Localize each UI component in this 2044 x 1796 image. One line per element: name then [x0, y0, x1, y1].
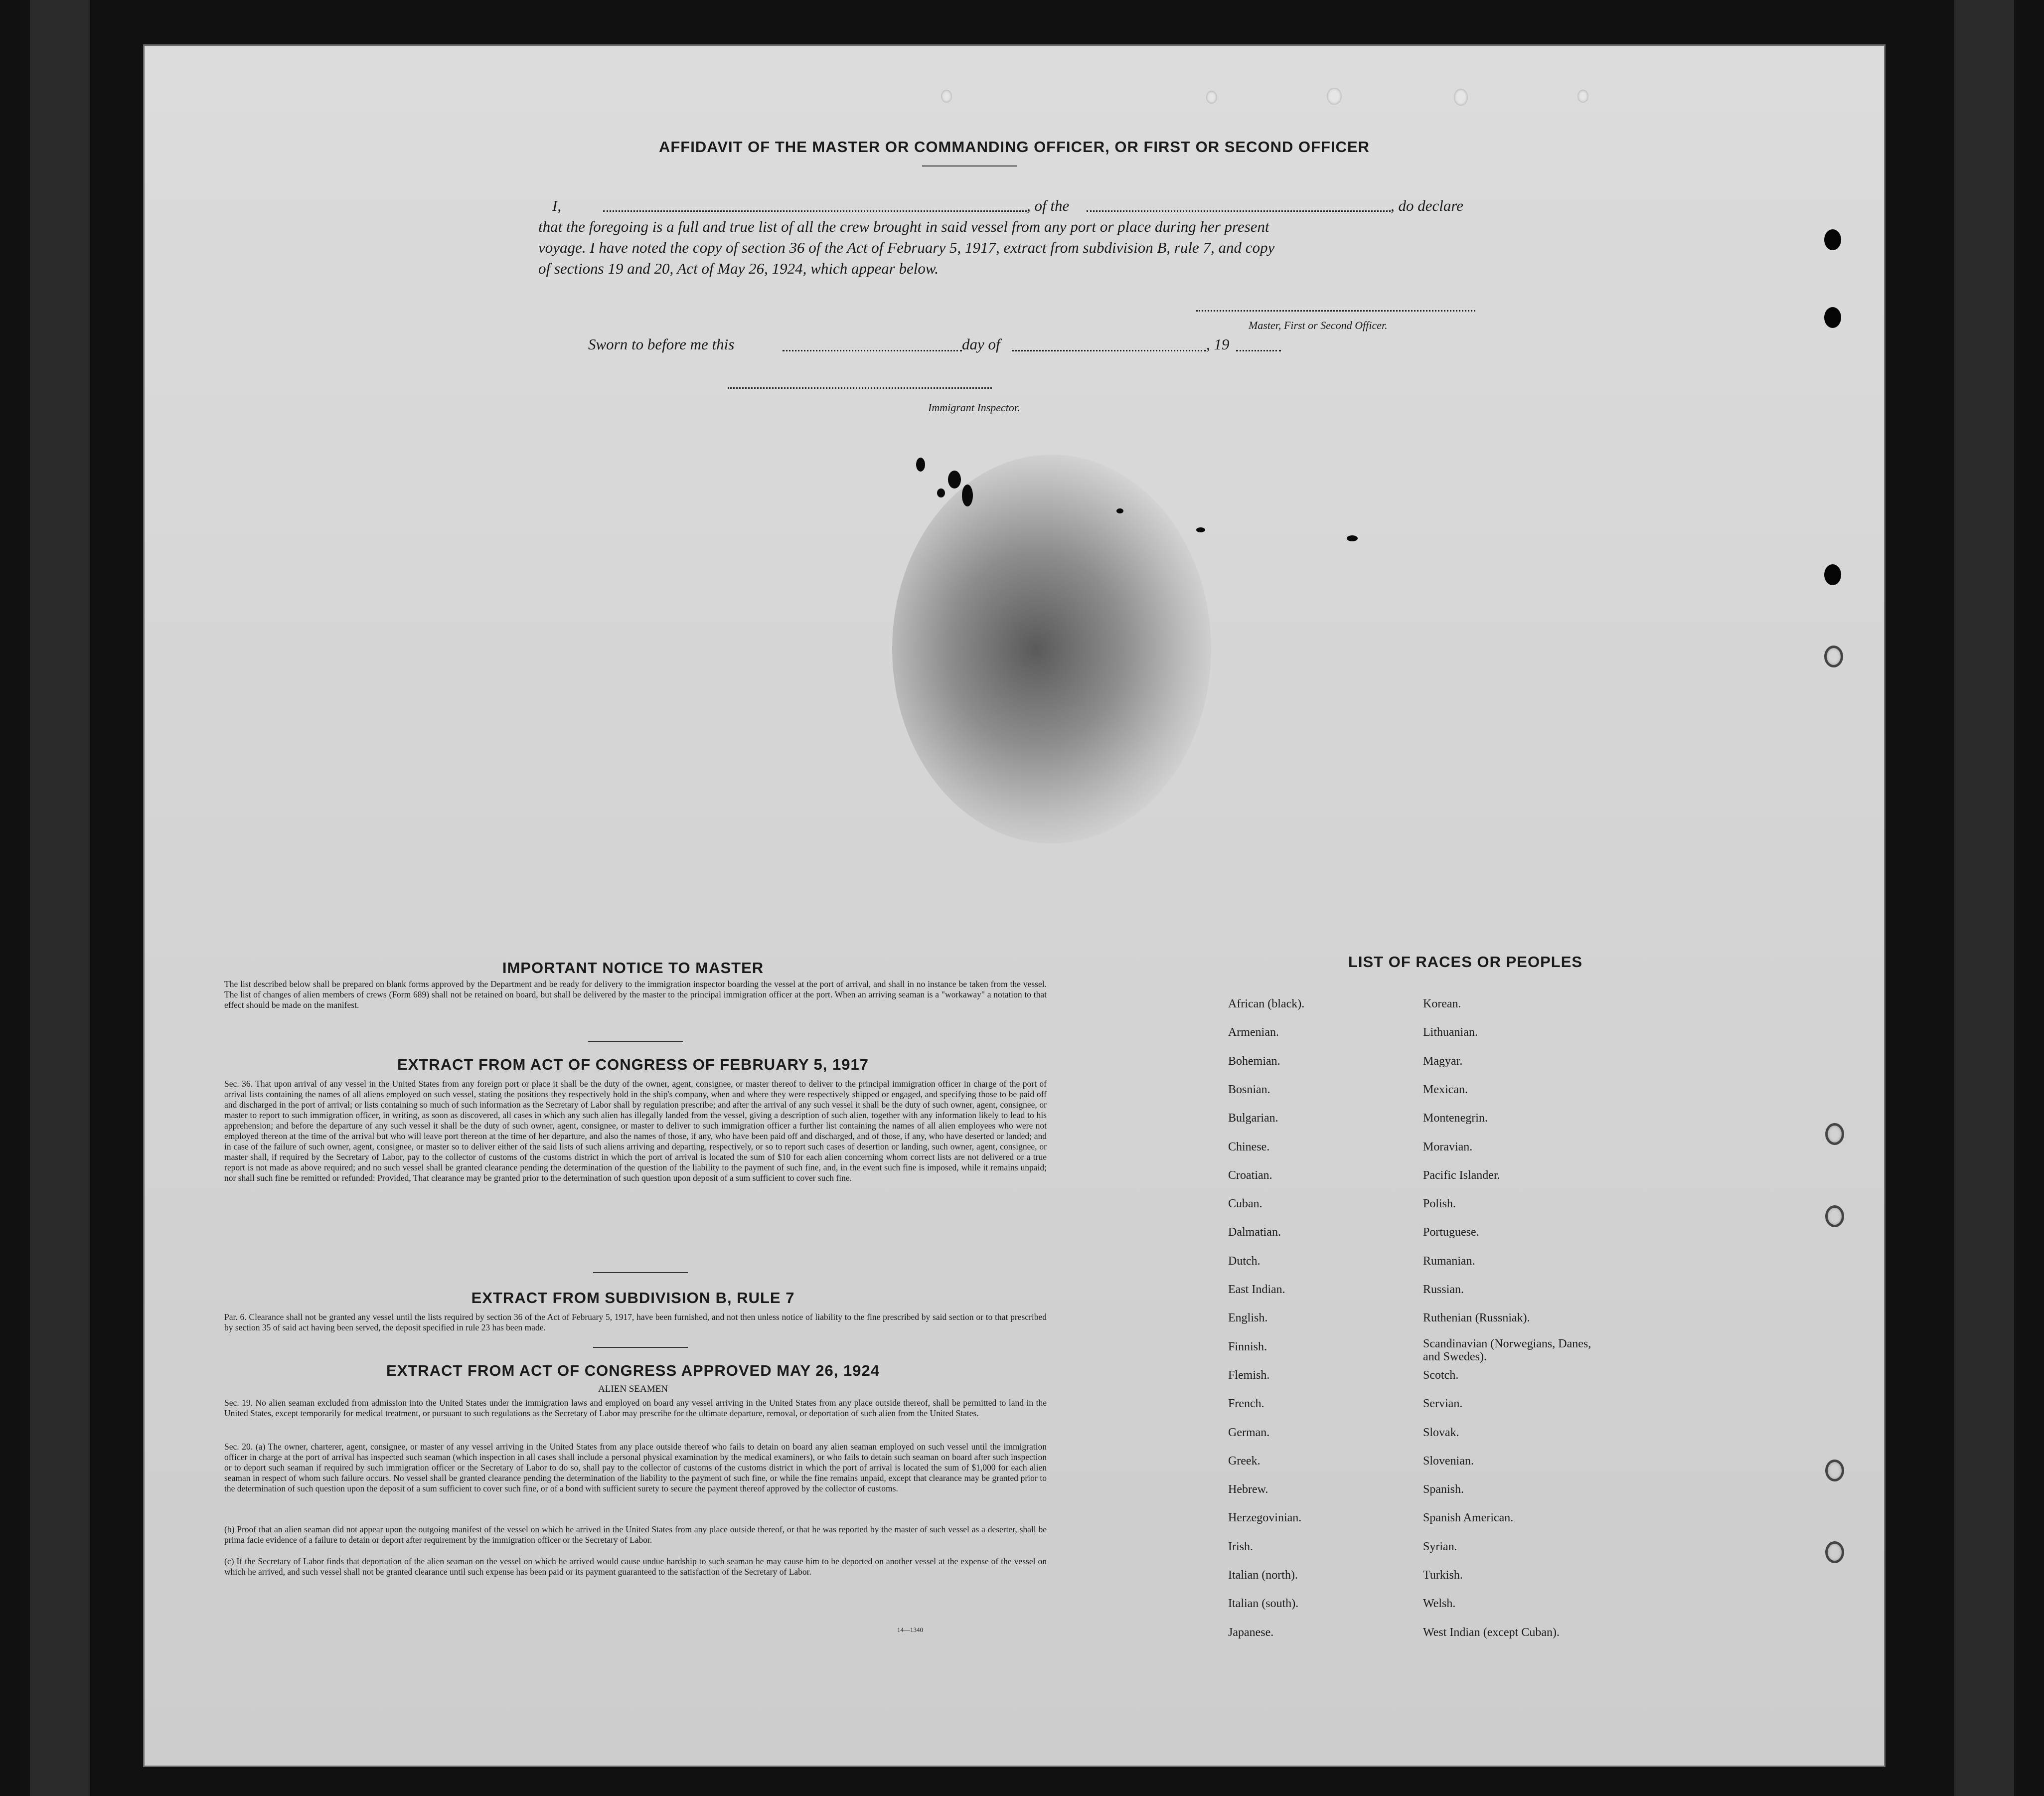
race-item: Magyar.	[1423, 1054, 1463, 1068]
ink-speck	[916, 458, 925, 472]
race-item: Dalmatian.	[1228, 1226, 1281, 1239]
extract-rule7-body: Par. 6. Clearance shall not be granted any vessel until the lists required by section 36 of the Act of February 5, 1917, have been furnished, and not then unless notice of liability to the fine prescribed by said section or to that prescribed by section 35 of said act having been served, the deposit specified in rule 23 has been made.	[224, 1312, 1047, 1332]
ink-speck	[937, 489, 945, 497]
extract-1917-body: Sec. 36. That upon arrival of any vessel in the United States from any foreign port or place it shall be the duty of the owner, agent, consignee, or master thereof to deliver to the principal immigration officer in charge of the port of arrival lists containing the names of all aliens employed on such vessel, stating the positions they respectively hold in the ship's company, when and where they were respectively shipped or engaged, and specifying those to be paid off and discharged in the port of arrival; or lists containing so much of such information as the Secretary of Labor shall by regulation prescribe; and after the arrival of any such vessel it shall be the duty of such owner, agent, consignee, or master to report to such immigration officer, in writing, as soon as discovered, all cases in which any such alien has illegally landed from the vessel, giving a description of such alien, together with any information likely to lead to his apprehension; and before the departure of any such vessel it shall be the duty of such owner, agent, consignee, or master to deliver to such immigration officer a further list containing the names of all alien employees who were not employed thereon at the time of the arrival but who will leave port thereon at the time of her departure, and also the names of those, if any, who have been paid off and discharged, and of those, if any, who have deserted or landed; and in case of the failure of such owner, agent, consignee, or master so to deliver either of the said lists of such aliens arriving and departing, respectively, or so to report such cases of desertion or landing, such owner, agent, consignee, or master shall, if required by the Secretary of Labor, pay to the collector of customs of the customs district in which the port of arrival is located the sum of $10 for each alien concerning whom correct lists are not delivered or a true report is not made as above required; and no such vessel shall be granted clearance pending the determination of the question of the liability to the payment of such fine, and, in the event such fine is imposed, while it remains unpaid; nor shall such fine be remitted or refunded: Provided, That clearance may be granted prior to the determination of such question upon deposit of a sum sufficient to cover such fine.	[224, 1079, 1047, 1183]
race-item: Spanish American.	[1423, 1511, 1514, 1525]
race-item: Russian.	[1423, 1283, 1464, 1296]
race-item: French.	[1228, 1397, 1264, 1411]
race-item: Bulgarian.	[1228, 1112, 1278, 1125]
punch-hole	[1825, 1205, 1844, 1227]
master-signature-field[interactable]	[1196, 310, 1475, 312]
affidavit-line: voyage. I have noted the copy of section 36 of the Act of February 5, 1917, extract from subdivision B, rule 7, and copy	[538, 239, 1275, 256]
race-item: East Indian.	[1228, 1283, 1285, 1296]
sec20b-body: (b) Proof that an alien seaman did not appear upon the outgoing manifest of the vessel on which he arrived in the United States from any place outside thereof, or that he was reported by the master of such vessel as a deserter, shall be prima facie evidence of a failure to detain or deport after requirement by the immigration officer or the Secretary of Labor.	[224, 1524, 1047, 1545]
race-item: Bosnian.	[1228, 1083, 1270, 1096]
race-item: Pacific Islander.	[1423, 1168, 1500, 1182]
race-item: Turkish.	[1423, 1569, 1463, 1582]
race-item: West Indian (except Cuban).	[1423, 1626, 1560, 1639]
race-item: Dutch.	[1228, 1254, 1260, 1268]
punch-hole	[941, 90, 952, 103]
sec20a-body: Sec. 20. (a) The owner, charterer, agent, consignee, or master of any vessel arriving in the United States from any place outside thereof who fails to detain on board any alien seaman employed on such vessel until the immigration officer in charge at the port of arrival has inspected such seaman (which inspection in all cases shall include a personal physical examination by the medical examiners), or who fails to detain such seaman on board after such inspection or to deport such seaman if required by such immigration officer or the Secretary of Labor to do so, shall pay to the collector of customs of the customs district in which the port of arrival is located the sum of $1,000 for each alien seaman in respect of whom such failure occurs. No vessel shall be granted clearance pending the determination of the liability to the payment of such fine, or while the fine remains unpaid, except that clearance may be granted prior to the determination of such question upon the deposit of a sum sufficient to cover such fine, or of a bond with sufficient surety to secure the payment thereof approved by the collector of customs.	[224, 1442, 1047, 1493]
affidavit-line: of sections 19 and 20, Act of May 26, 1924, which appear below.	[538, 260, 939, 277]
race-item: Scandinavian (Norwegians, Danes, and Swedes).	[1423, 1337, 1591, 1363]
race-item: Moravian.	[1423, 1140, 1473, 1153]
punch-hole	[1824, 564, 1841, 585]
punch-hole	[1825, 1123, 1844, 1145]
extract-1917-title: EXTRACT FROM ACT OF CONGRESS OF FEBRUARY 5, 1917	[397, 1056, 869, 1073]
sworn-year-field[interactable]	[1236, 350, 1281, 351]
section-divider	[593, 1347, 688, 1348]
race-item: Cuban.	[1228, 1197, 1262, 1211]
race-item: Ruthenian (Russniak).	[1423, 1311, 1530, 1325]
race-item: Korean.	[1423, 997, 1461, 1010]
declarant-name-field[interactable]	[603, 210, 1027, 212]
race-item: Herzegovinian.	[1228, 1511, 1302, 1525]
alien-seamen-subtitle: ALIEN SEAMEN	[598, 1384, 668, 1394]
affidavit-line: that the foregoing is a full and true list of all the crew brought in said vessel from any port or place during her present	[538, 218, 1269, 235]
race-item: Hebrew.	[1228, 1483, 1268, 1496]
race-item: Flemish.	[1228, 1368, 1270, 1382]
punch-hole	[1577, 90, 1588, 103]
vessel-name-field[interactable]	[1087, 210, 1391, 212]
punch-hole	[1825, 1460, 1844, 1481]
extract-1924-title: EXTRACT FROM ACT OF CONGRESS APPROVED MAY 26, 1924	[386, 1362, 880, 1379]
race-item: Croatian.	[1228, 1168, 1272, 1182]
race-item: Mexican.	[1423, 1083, 1468, 1096]
punch-hole	[1206, 91, 1217, 104]
ink-speck	[1196, 527, 1205, 532]
do-declare-label: , do declare	[1391, 197, 1464, 214]
race-item: Bohemian.	[1228, 1054, 1280, 1068]
race-item: Welsh.	[1423, 1597, 1456, 1611]
race-item: Finnish.	[1228, 1340, 1267, 1353]
races-title: LIST OF RACES OR PEOPLES	[1348, 953, 1583, 971]
form-number: 14—1340	[897, 1626, 923, 1633]
ink-stain	[892, 455, 1211, 843]
sec20c-body: (c) If the Secretary of Labor finds that deportation of the alien seaman on the vessel on which he arrived would cause undue hardship to such seaman he may cause him to be deported on another vessel at the expense of the vessel on which he arrived, and such vessel shall not be granted clearance until such expense has been paid or its payment guaranteed to the satisfaction of the Secretary of Labor.	[224, 1556, 1047, 1577]
sec19-body: Sec. 19. No alien seaman excluded from admission into the United States under the immigration laws and employed on board any vessel arriving in the United States from any place outside thereof, shall be permitted to land in the United States, except temporarily for medical treatment, or pursuant to such regulations as the Secretary of Labor may prescribe for the ultimate departure, removal, or deportation of such alien from the United States.	[224, 1398, 1047, 1418]
race-item: Scotch.	[1423, 1368, 1459, 1382]
race-item: Slovak.	[1423, 1426, 1459, 1439]
document-page	[145, 46, 1884, 1766]
punch-hole	[1824, 646, 1843, 667]
race-item: Greek.	[1228, 1454, 1260, 1468]
master-signature-label: Master, First or Second Officer.	[1249, 319, 1388, 331]
ink-speck	[948, 471, 961, 489]
race-item: Servian.	[1423, 1397, 1463, 1411]
title-underline	[922, 165, 1017, 166]
of-the-label: , of the	[1027, 197, 1070, 214]
day-of-label: day of	[962, 335, 1000, 353]
affidavit-title: AFFIDAVIT OF THE MASTER OR COMMANDING OFFICER, OR FIRST OR SECOND OFFICER	[658, 138, 1370, 156]
race-item: African (black).	[1228, 997, 1305, 1010]
race-item: Lithuanian.	[1423, 1026, 1478, 1039]
declarant-label: I,	[552, 197, 562, 214]
extract-rule7-title: EXTRACT FROM SUBDIVISION B, RULE 7	[471, 1289, 795, 1306]
punch-hole	[1327, 88, 1342, 105]
section-divider	[588, 1041, 683, 1042]
punch-hole	[1825, 1541, 1844, 1563]
race-item: Irish.	[1228, 1540, 1253, 1553]
race-item: Montenegrin.	[1423, 1112, 1488, 1125]
sworn-label: Sworn to before me this	[588, 335, 735, 353]
race-item: Spanish.	[1423, 1483, 1464, 1496]
sworn-month-field[interactable]	[1012, 350, 1206, 351]
punch-hole	[1454, 89, 1468, 106]
ink-speck	[1116, 508, 1123, 513]
race-item: Slovenian.	[1423, 1454, 1474, 1468]
punch-hole	[1824, 229, 1841, 250]
ink-speck	[1347, 535, 1358, 541]
race-item: Chinese.	[1228, 1140, 1270, 1153]
notice-body: The list described below shall be prepared on blank forms approved by the Department and be ready for delivery to the immigration inspector boarding the vessel at the port of arrival, and shall in no instance be taken from the vessel. The list of changes of alien members of crews (Form 689) shall not be retained on board, but shall be delivered by the master to the principal immigration officer at the port. When an arriving seaman is a "workaway" a notation to that effect should be made on the manifest.	[224, 979, 1047, 1010]
race-item: Armenian.	[1228, 1026, 1279, 1039]
scan-edge-left	[30, 0, 90, 1796]
inspector-signature-field[interactable]	[728, 387, 992, 389]
race-item: Polish.	[1423, 1197, 1456, 1211]
ink-speck	[962, 485, 973, 506]
race-item: Italian (north).	[1228, 1569, 1298, 1582]
punch-hole	[1824, 307, 1841, 328]
section-divider	[593, 1272, 688, 1273]
race-item: Rumanian.	[1423, 1254, 1475, 1268]
race-item: German.	[1228, 1426, 1270, 1439]
race-item: English.	[1228, 1311, 1268, 1325]
inspector-signature-label: Immigrant Inspector.	[928, 401, 1020, 414]
race-item: Japanese.	[1228, 1626, 1274, 1639]
race-item: Portuguese.	[1423, 1226, 1479, 1239]
sworn-date-field[interactable]	[783, 350, 962, 351]
race-item: Syrian.	[1423, 1540, 1457, 1553]
year-label: , 19	[1206, 335, 1230, 353]
race-item: Italian (south).	[1228, 1597, 1299, 1611]
scan-edge-right	[1954, 0, 2014, 1796]
notice-title: IMPORTANT NOTICE TO MASTER	[502, 959, 764, 977]
